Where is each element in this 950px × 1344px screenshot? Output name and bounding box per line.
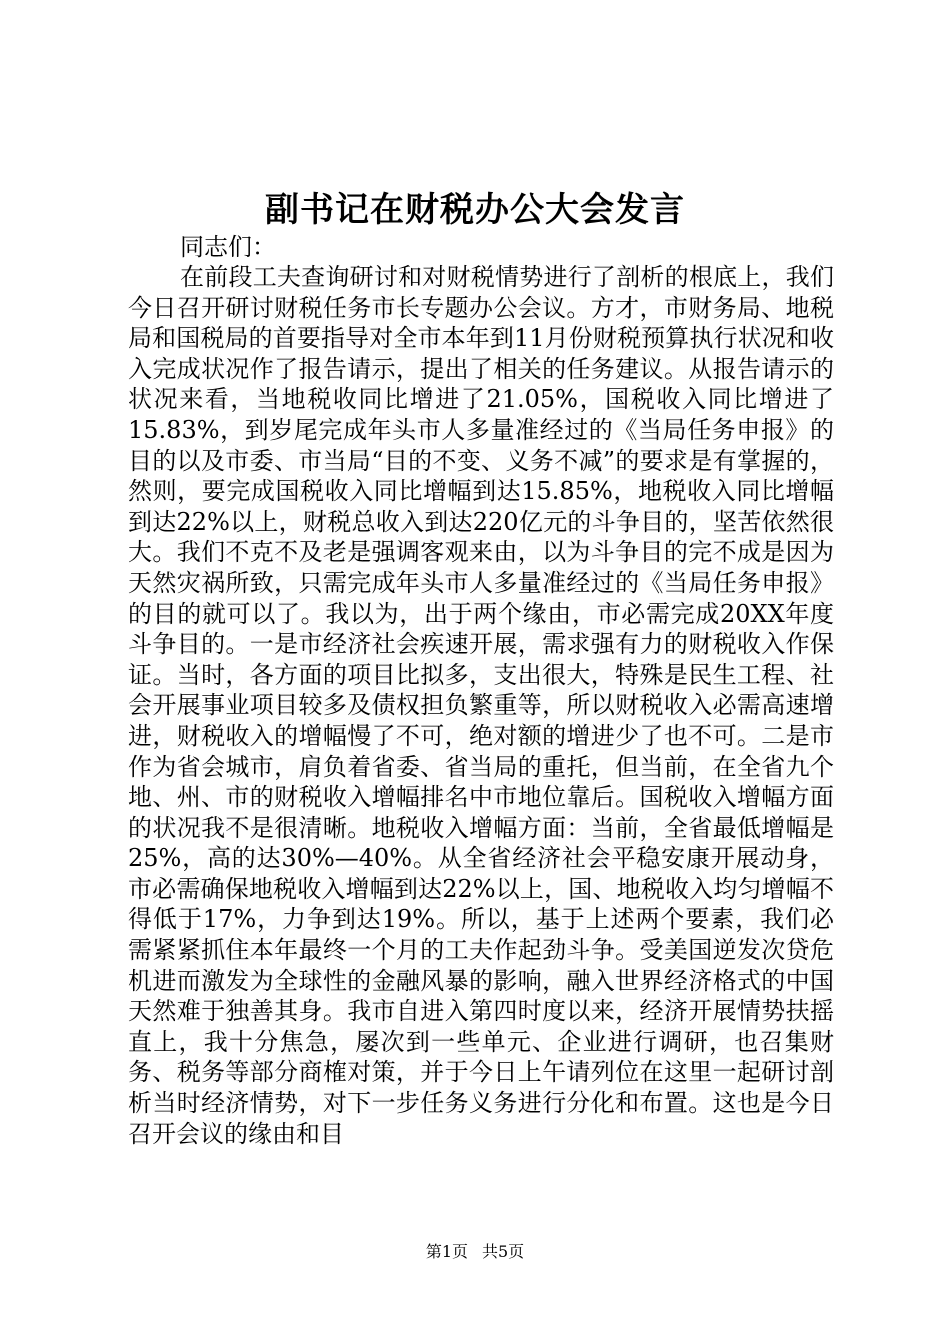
page-footer (0, 1240, 950, 1264)
body-paragraph: 在前段工夫查询研讨和对财税情势进行了剖析的根底上，我们今日召开研讨财税任务市长专题办公会议。方才，市财务局、地税局和国税局的首要指导对全市本年到11月份财税预算执行状况和收入完成状况作了报告请示，提出了相关的任务建议。从报告请示的状况来看，当地税收同比增进了21.05%，国税收入同比增进了15.83%，到岁尾完成年头市人多量准经过的《当局任务申报》的目的以及市委、市当局“目的不变、义务不减”的要求是有掌握的，然则，要完成国税收入同比增幅到达15.85%，地税收入同比增幅到达22%以上，财税总收入到达220亿元的斗争目的，坚苦依然很大。我们不克不及老是强调客观来由，以为斗争目的完不成是因为天然灾祸所致，只需完成年头市人多量准经过的《当局任务申报》的目的就可以了。我以为，出于两个缘由，市必需完成20XX年度斗争目的。一是市经济社会疾速开展，需求强有力的财税收入作保证。当时，各方面的项目比拟多，支出很大，特殊是民生工程、社会开展事业项目较多及债权担负繁重等，所以财税收入必需高速增进，财税收入的增幅慢了不可，绝对额的增进少了也不可。二是市作为省会城市，肩负着省委、省当局的重托，但当前，在全省九个地、州、市的财税收入增幅排名中市地位靠后。国税收入增幅方面的状况我不是很清晰。地税收入增幅方面：当前，全省最低增幅是25%，高的达30%—40%。从全省经济社会平稳安康开展动身，市必需确保地税收入增幅到达22%以上，国、地税收入均匀增幅不得低于17%，力争到达19%。所以，基于上述两个要素，我们必需紧紧抓住本年最终一个月的工夫作起劲斗争。受美国逆发次贷危机进而激发为全球性的金融风暴的影响，融入世界经济格式的中国天然难于独善其身。我市自进入第四时度以来，经济开展情势扶摇直上，我十分焦急，屡次到一些单元、企业进行调研，也召集财务、税务等部分商榷对策，并于今日上午请列位在这里一起研讨剖析当时经济情势，对下一步任务义务进行分化和布置。这也是今日召开会议的缘由和目 (128, 263, 834, 1148)
document-title: 副书记在财税办公大会发言 (265, 190, 685, 230)
salutation: 同志们： (180, 233, 276, 261)
page-number: 第1页 (425, 1242, 468, 1261)
page-total: 共5页 (482, 1242, 525, 1261)
